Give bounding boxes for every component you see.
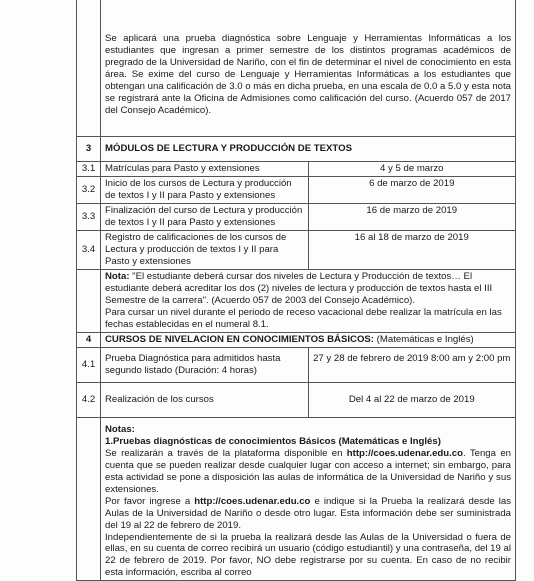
row-activity: Realización de los cursos [101, 382, 309, 417]
row-date: 16 al 18 de marzo de 2019 [308, 230, 516, 269]
p2-text-b: e indique si la Prueba la realizará desde las Aulas de la Universidad de Nariño o desde otro lugar. Esta información debe ser suministrada del 19 al 22 de febrero de 2019. [105, 495, 511, 531]
notes-paragraph-2 [105, 496, 511, 532]
row-number: 3.3 [77, 203, 101, 230]
section3-note-row [77, 269, 516, 332]
section4-notes [101, 417, 516, 581]
table-row [77, 176, 516, 203]
row-number: 3.4 [77, 230, 101, 269]
row-activity: Finalización del curso de Lectura y producción de textos I y II para Pasto y extensiones [101, 203, 309, 230]
row-date: Del 4 al 22 de marzo de 2019 [308, 382, 516, 417]
row-date: 27 y 28 de febrero de 2019 8:00 am y 2:00 pm [308, 347, 516, 382]
platform-link[interactable]: http://coes.udenar.edu.co [346, 447, 463, 459]
row-date: 16 de marzo de 2019 [308, 203, 516, 230]
table-row [77, 347, 516, 382]
schedule-table [76, 0, 516, 581]
row-activity: Registro de calificaciones de los cursos de Lectura y producción de textos I y II para Pasto y extensiones [101, 230, 309, 269]
row-date: 4 y 5 de marzo [308, 161, 516, 176]
notes-paragraph-1 [105, 448, 511, 496]
row-number: 4.2 [77, 382, 101, 417]
section3-number: 3 [77, 136, 101, 161]
row-activity: Matrículas para Pasto y extensiones [101, 161, 309, 176]
p2-text-a: Por favor ingrese a [105, 495, 195, 507]
notes-heading: 1.Pruebas diagnósticas de conocimientos Básicos (Matemáticas e Inglés) [105, 435, 441, 447]
row-number: 3.2 [77, 176, 101, 203]
notes-paragraph-3: Independientemente de si la prueba la realizará desde las Aulas de la Universidad o fuera de ellas, en su cuenta de correo recibirá un usuario (código estudiantil) y una contraseña, del 19 al 22 de febrero de 2019. Por favor, NO debe registrarse por su cuenta. En caso de no recibir esta información, escriba al correo [105, 531, 511, 579]
note-text: "El estudiante deberá cursar dos niveles de Lectura y Producción de textos… El estudiante deberá acreditar los dos (2) niveles de lectura y producción de textos hasta el III Semestre de la carrera". (Acuerdo 057 de 2003 del Consejo Académico). [105, 270, 493, 306]
intro-text: Se aplicará una prueba diagnóstica sobre Lenguaje y Herramientas Informáticas a los estudiantes que ingresan a primer semestre de los distintos programas académicos de pregrado de la Universidad de Nariño, con el fin de determinar el nivel de conocimiento en esta área. Se exime del curso de Lenguaje y Herramientas Informáticas a los estudiantes que obtengan una calificación de 3.0 o más en dicha prueba, en una escala de 0.0 a 5.0 y esta nota se registrará ante la Oficina de Admisiones como calificación del curso. (Acuerdo 057 de 2017 del Consejo Académico). [101, 0, 516, 136]
table-row [77, 161, 516, 176]
table-row [77, 382, 516, 417]
section4-title-suffix: (Matemáticas e Inglés) [374, 333, 474, 345]
section3-header-row [77, 136, 516, 161]
platform-link[interactable]: http://coes.udenar.edu.co [194, 495, 311, 507]
table-row [77, 230, 516, 269]
section4-header-row [77, 332, 516, 347]
intro-num-cell [77, 0, 101, 136]
row-activity: Prueba Diagnóstica para admitidos hasta segundo listado (Duración: 4 horas) [101, 347, 309, 382]
notes-label: Notas: [105, 423, 135, 435]
row-activity: Inicio de los cursos de Lectura y producción de textos I y II para Pasto y extensiones [101, 176, 309, 203]
section4-number: 4 [77, 332, 101, 347]
notes-num-cell [77, 417, 101, 581]
section3-title: MÓDULOS DE LECTURA Y PRODUCCIÓN DE TEXTOS [101, 136, 516, 161]
table-row [77, 203, 516, 230]
section4-title-cell [101, 332, 516, 347]
intro-row [77, 0, 516, 136]
note-label: Nota: [105, 270, 130, 282]
row-number: 4.1 [77, 347, 101, 382]
note-num-cell [77, 269, 101, 332]
p1-text-a: Se realizarán a través de la plataforma disponible en [105, 447, 347, 459]
section3-note [101, 269, 516, 332]
section4-title: CURSOS DE NIVELACION EN CONOCIMIENTOS BÁSICOS: [105, 333, 375, 345]
note-text-2: Para cursar un nivel durante el periodo de receso vacacional debe realizar la matrícula en las fechas establecidas en el numeral 8.1. [105, 306, 502, 330]
p1-text-b: . Tenga en cuenta que se pueden realizar desde cualquier lugar con acceso a internet; sin embargo, para esta actividad se pone a disposición las aulas de informática de la Universidad de Nariño y sus extensiones. [105, 447, 511, 495]
row-date: 6 de marzo de 2019 [308, 176, 516, 203]
section4-notes-row [77, 417, 516, 581]
row-number: 3.1 [77, 161, 101, 176]
